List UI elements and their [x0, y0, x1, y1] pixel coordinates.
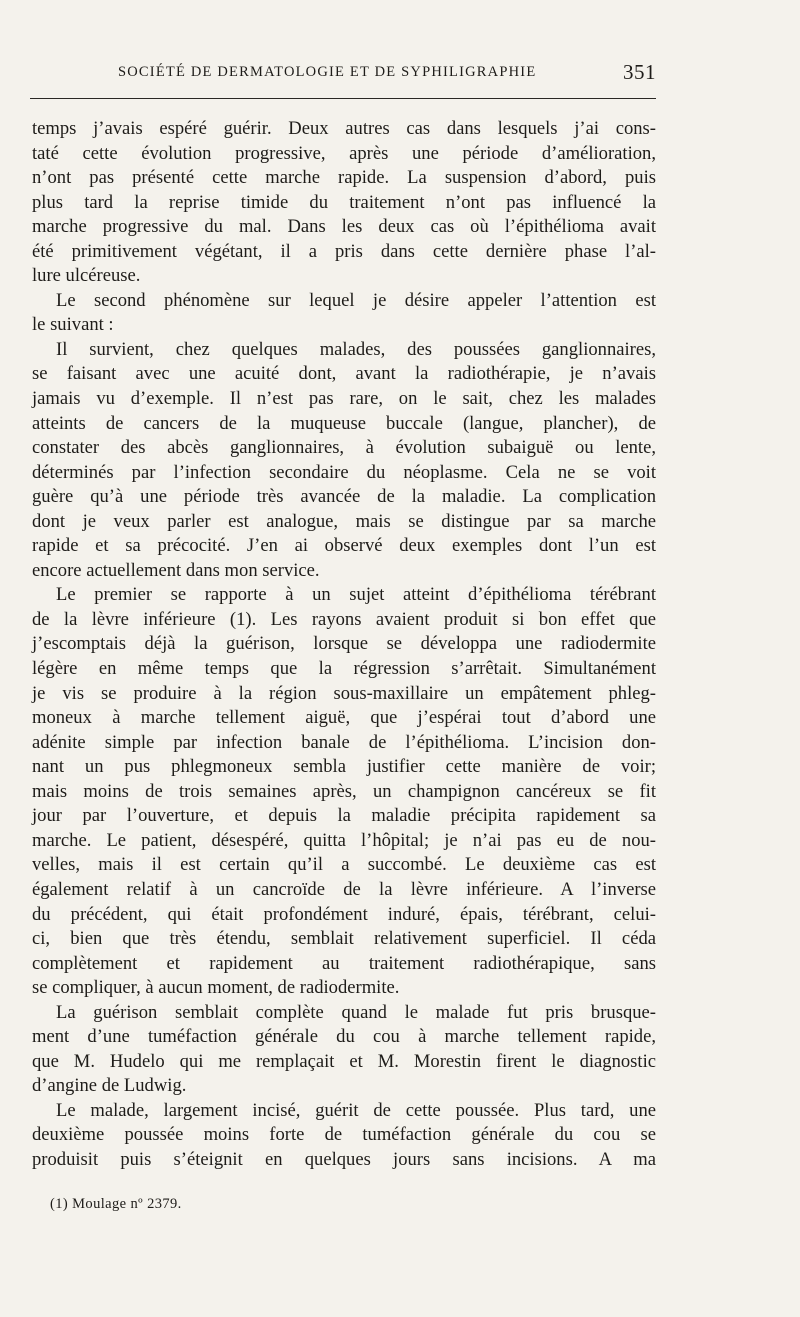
text-line: La guérison semblait complète quand le malade fut pris brusque-	[56, 1001, 656, 1023]
text-line: temps j’avais espéré guérir. Deux autres cas dans lesquels j’ai cons-	[32, 118, 656, 139]
text-line: le suivant :	[32, 314, 114, 336]
text-line: se compliquer, à aucun moment, de radiodermite.	[32, 977, 400, 999]
text-line: taté cette évolution progressive, après une période d’amélioration,	[32, 142, 656, 164]
text-line: nant un pus phlegmoneux sembla justifier cette manière de voir;	[32, 756, 656, 778]
text-line: adénite simple par infection banale de l’épithélioma. L’incision don-	[32, 731, 656, 753]
text-line: velles, mais il est certain qu’il a succombé. Le deuxième cas est	[32, 854, 656, 876]
text-line: ci, bien que très étendu, semblait relativement superficiel. Il céda	[32, 928, 656, 950]
text-line: d’angine de Ludwig.	[32, 1075, 187, 1097]
text-line: constater des abcès ganglionnaires, à évolution subaiguë ou lente,	[32, 437, 656, 459]
running-title: SOCIÉTÉ DE DERMATOLOGIE ET DE SYPHILIGRAPHIE	[118, 64, 537, 80]
text-line: atteints de cancers de la muqueuse buccale (langue, plancher), de	[32, 412, 656, 434]
text-line: rapide et sa précocité. J’en ai observé deux exemples dont l’un est	[32, 535, 656, 557]
text-line: également relatif à un cancroïde de la lèvre inférieure. A l’inverse	[32, 878, 656, 900]
text-line: marche. Le patient, désespéré, quitta l’hôpital; je n’ai pas eu de nou-	[32, 829, 656, 851]
text-line: dont je veux parler est analogue, mais se distingue par sa marche	[32, 510, 656, 532]
text-line: été primitivement végétant, il a pris dans cette dernière phase l’al-	[32, 240, 656, 262]
text-line: Le second phénomène sur lequel je désire appeler l’attention est	[56, 289, 656, 311]
text-line: n’ont pas présenté cette marche rapide. La suspension d’abord, puis	[32, 167, 656, 189]
text-line: deuxième poussée moins forte de tuméfaction générale du cou se	[32, 1124, 656, 1146]
text-line: que M. Hudelo qui me remplaçait et M. Morestin firent le diagnostic	[32, 1050, 656, 1072]
text-line: produisit puis s’éteignit en quelques jours sans incisions. A ma	[32, 1148, 656, 1170]
text-line: légère en même temps que la régression s’arrêtait. Simultanément	[32, 658, 656, 680]
text-line: moneux à marche tellement aiguë, que j’espérai tout d’abord une	[32, 707, 656, 729]
text-line: jour par l’ouverture, et depuis la maladie précipita rapidement sa	[32, 805, 656, 827]
text-line: Il survient, chez quelques malades, des poussées ganglionnaires,	[56, 338, 656, 360]
text-line: complètement et rapidement au traitement radiothérapique, sans	[32, 952, 656, 974]
footnote: (1) Moulage nº 2379.	[50, 1196, 182, 1212]
text-line: lure ulcéreuse.	[32, 265, 141, 287]
text-line: encore actuellement dans mon service.	[32, 559, 320, 581]
text-line: ment d’une tuméfaction générale du cou à marche tellement rapide,	[32, 1026, 656, 1048]
body-text	[32, 117, 656, 1173]
text-line: du précédent, qui était profondément induré, épais, térébrant, celui-	[32, 903, 656, 925]
text-line: marche progressive du mal. Dans les deux cas où l’épithélioma avait	[32, 216, 656, 238]
running-head	[30, 62, 656, 86]
text-line: j’escomptais déjà la guérison, lorsque se développa une radiodermite	[32, 633, 656, 655]
text-line: se faisant avec une acuité dont, avant la radiothérapie, je n’avais	[32, 363, 656, 385]
page-number: 351	[623, 60, 656, 84]
header-rule	[30, 98, 656, 99]
text-line: guère qu’à une période très avancée de la maladie. La complication	[32, 486, 656, 508]
text-line: de la lèvre inférieure (1). Les rayons avaient produit si bon effet que	[32, 608, 656, 630]
text-line: Le malade, largement incisé, guérit de cette poussée. Plus tard, une	[56, 1099, 656, 1121]
text-line: mais moins de trois semaines après, un champignon cancéreux se fit	[32, 780, 656, 802]
text-line: je vis se produire à la région sous-maxillaire un empâtement phleg-	[32, 682, 656, 704]
text-line: plus tard la reprise timide du traitement n’ont pas influencé la	[32, 191, 656, 213]
text-line: Le premier se rapporte à un sujet atteint d’épithélioma térébrant	[56, 584, 656, 606]
text-line: jamais vu d’exemple. Il n’est pas rare, on le sait, chez les malades	[32, 388, 656, 410]
text-line: déterminés par l’infection secondaire du néoplasme. Cela ne se voit	[32, 461, 656, 483]
